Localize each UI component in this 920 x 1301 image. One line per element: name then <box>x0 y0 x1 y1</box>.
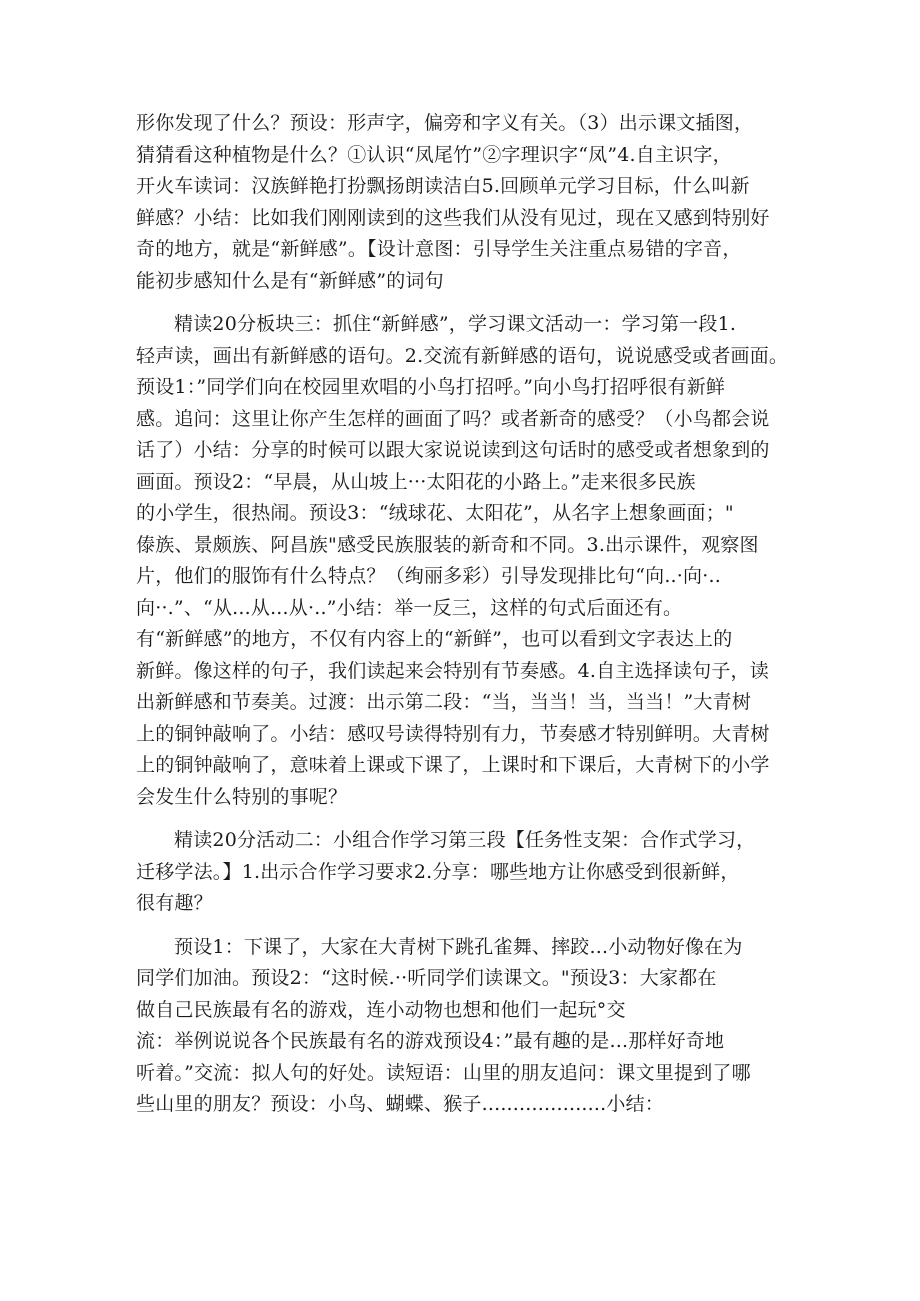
paragraph-2 <box>136 309 796 813</box>
text-line: 精读20分活动二：小组合作学习第三段【任务性支架：合作式学习， <box>174 829 756 851</box>
text-line: 精读20分板块三：抓住“新鲜感”，学习课文活动一：学习第一段1. <box>174 313 737 335</box>
document-body <box>136 108 796 1121</box>
text-line: 很有趣？ <box>136 892 213 914</box>
paragraph-3 <box>136 825 796 920</box>
text-line: 形你发现了什么？预设：形声字，偏旁和字义有关。（3）出示课文插图， <box>136 112 754 134</box>
text-line: 鲜感？小结：比如我们刚刚读到的这些我们从没有见过，现在又感到特别好 <box>136 206 770 229</box>
text-line: 上的铜钟敲响了，意味着上课或下课了，上课时和下课后，大青树下的小学 <box>136 754 770 776</box>
text-line: 预设1：下课了，大家在大青树下跳孔雀舞、摔跤...小动物好像在为 <box>174 935 743 958</box>
text-line: 出新鲜感和节奏美。过渡：出示第二段：“当，当当！当，当当！”大青树 <box>136 691 752 713</box>
text-line: 做自己民族最有名的游戏，连小动物也想和他们一起玩°交 <box>136 998 626 1021</box>
text-line: 会发生什么特别的事呢？ <box>136 785 348 808</box>
text-line: 新鲜。像这样的句子，我们读起来会特别有节奏感。4.自主选择读句子，读 <box>136 659 769 682</box>
text-line: 些山里的朋友？预设：小鸟、蝴蝶、猴子....................小结： <box>136 1093 664 1115</box>
text-line: 同学们加油。预设2：“这时候.··听同学们读课文。"预设3：大家都在 <box>136 967 717 989</box>
text-line: 的小学生，很热闹。预设3：“绒球花、太阳花”，从名字上想象画面；" <box>136 502 734 524</box>
text-line: 感。追问：这里让你产生怎样的画面了吗？或者新奇的感受？（小鸟都会说 <box>136 407 770 430</box>
text-line: 奇的地方，就是“新鲜感”。【设计意图：引导学生关注重点易错的字音， <box>136 238 742 260</box>
text-line: 能初步感知什么是有“新鲜感”的词句 <box>136 269 444 292</box>
text-line: 傣族、景颇族、阿昌族"感受民族服装的新奇和不同。3.出示课件，观察图 <box>136 533 759 556</box>
text-line: 听着。”交流：拟人句的好处。读短语：山里的朋友追问：课文里提到了哪 <box>136 1061 751 1084</box>
text-line: 有“新鲜感”的地方，不仅有内容上的“新鲜”，也可以看到文字表达上的 <box>136 628 733 650</box>
paragraph-4 <box>136 932 796 1121</box>
text-line: 上的铜钟敲响了。小结：感叹号读得特别有力，节奏感才特别鲜明。大青树 <box>136 722 770 745</box>
text-line: 话了）小结：分享的时候可以跟大家说说读到这句话时的感受或者想象到的 <box>136 439 770 461</box>
text-line: 猜猜看这种植物是什么？①认识“凤尾竹”②字理识字“凤”4.自主识字， <box>136 143 732 166</box>
text-line: 轻声读，画出有新鲜感的语句。2.交流有新鲜感的语句，说说感受或者画面。 <box>136 344 789 367</box>
text-line: 向··.”、“从...从...从·..”小结：举一反三，这样的句式后面还有。 <box>136 596 683 619</box>
paragraph-1 <box>136 108 796 297</box>
text-line: 画面。预设2：“早晨，从山坡上···太阳花的小路上。”走来很多民族 <box>136 470 696 493</box>
text-line: 开火车读词：汉族鲜艳打扮飘扬朗读洁白5.回顾单元学习目标，什么叫新 <box>136 175 750 197</box>
text-line: 流：举例说说各个民族最有名的游戏预设4：”最有趣的是...那样好奇地 <box>136 1030 725 1052</box>
text-line: 预设1：”同学们向在校园里欢唱的小鸟打招呼。”向小鸟打招呼很有新鲜 <box>136 376 726 398</box>
text-line: 迁移学法。】1.出示合作学习要求2.分享：哪些地方让你感受到很新鲜， <box>136 860 740 883</box>
text-line: 片，他们的服饰有什么特点？（绚丽多彩）引导发现排比句“向..·向·.. <box>136 565 721 587</box>
